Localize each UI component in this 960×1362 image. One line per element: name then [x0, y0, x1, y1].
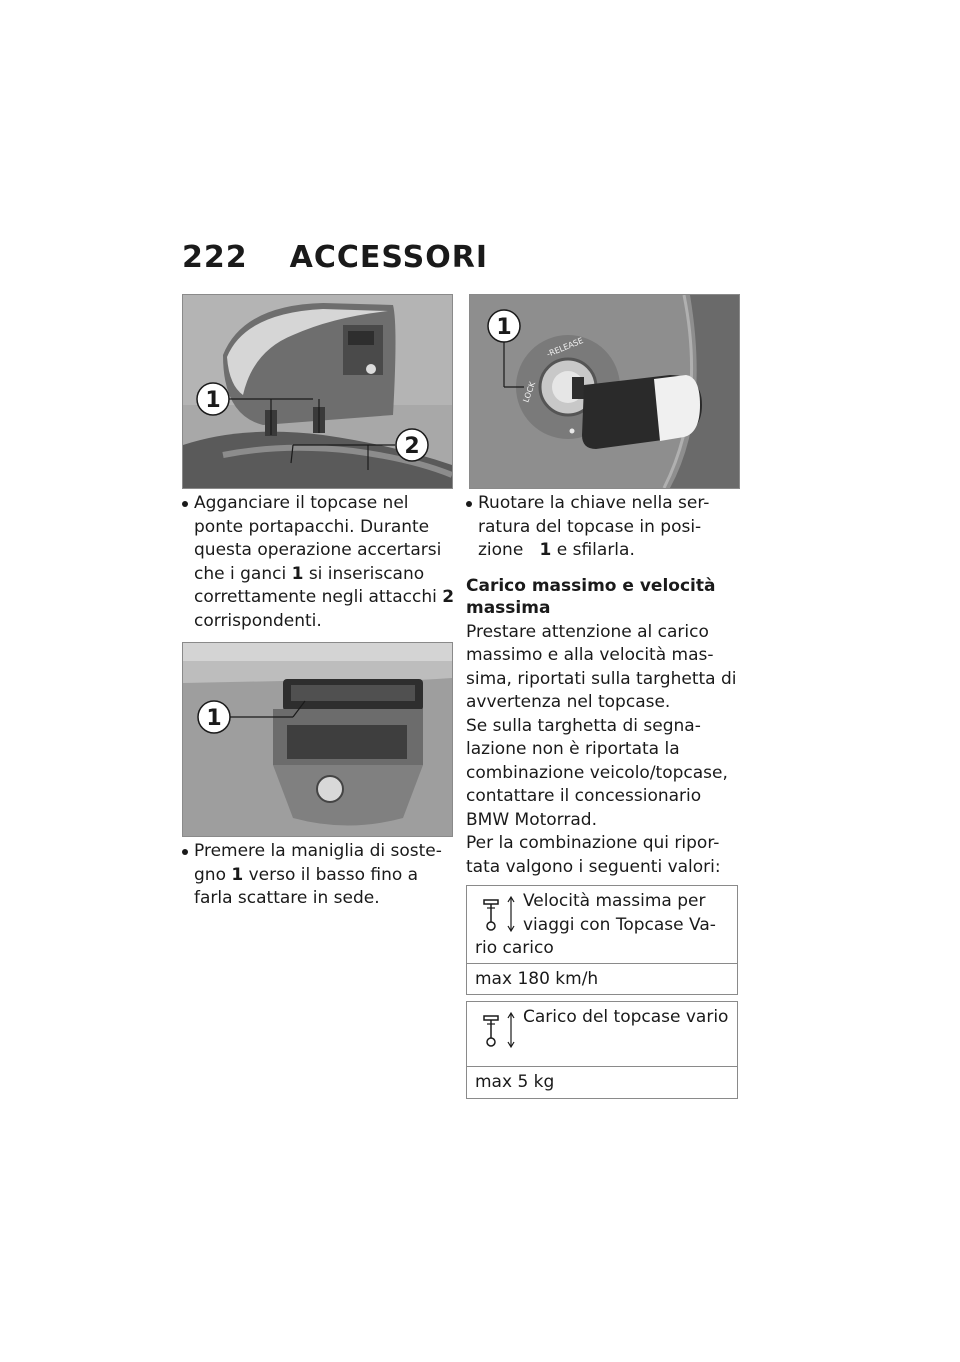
instruction-turn-key: [466, 492, 738, 563]
topcase-mounting-illustration: [183, 295, 452, 488]
paragraph-values-intro: [466, 832, 738, 879]
bullet-dot: [182, 501, 188, 507]
text-line: [194, 864, 458, 888]
instruction-hook-topcase: [182, 492, 458, 633]
text-line: Se sulla targhetta di segna-: [466, 715, 701, 736]
paragraph-contact-dealer: [466, 715, 738, 833]
text-line: Prestare attenzione al carico: [466, 621, 709, 642]
text-fragment: correttamente negli attacchi: [194, 587, 443, 607]
ref-number: 2: [442, 587, 455, 607]
section-heading-max-load: [466, 575, 738, 619]
text-fragment: si inseriscano: [303, 563, 425, 584]
bullet-dot: [466, 501, 472, 507]
text-line: Ruotare la chiave nella ser-: [478, 493, 710, 513]
text-line: massimo e alla velocità mas-: [466, 645, 714, 665]
text-line: avvertenza nel topcase.: [466, 692, 671, 712]
spec-label-line: rio carico: [475, 938, 554, 958]
topcase-handle-illustration: [183, 643, 452, 836]
left-column-text-2: [182, 840, 458, 911]
right-column-text: [466, 492, 738, 1099]
load-gauge-icon: [475, 894, 519, 934]
spec-label-line: viaggi con Topcase Va-: [523, 914, 716, 935]
figure-topcase-handle: [182, 642, 453, 837]
text-line: corrispondenti.: [194, 610, 322, 631]
spec-value: max 180 km/h: [467, 963, 737, 995]
text-line: contattare il concessionario: [466, 786, 702, 806]
text-line: combinazione veicolo/topcase,: [466, 762, 728, 783]
text-line: Agganciare il topcase nel: [194, 493, 409, 513]
text-line: Per la combinazione qui ripor-: [466, 833, 720, 853]
text-line: Premere la maniglia di soste-: [194, 841, 442, 861]
ref-number: 1: [231, 864, 244, 885]
bullet-dot: [182, 849, 188, 855]
text-fragment: zione: [478, 540, 540, 560]
section-title: ACCESSORI: [289, 240, 488, 275]
text-line: questa operazione accertarsi: [194, 540, 442, 560]
text-line: ratura del topcase in posi-: [478, 516, 702, 537]
spec-max-speed: [466, 885, 738, 995]
text-line: [194, 586, 458, 610]
text-line: BMW Motorrad.: [466, 809, 597, 830]
paragraph-load-notice: [466, 621, 738, 715]
callout-1: 1: [496, 315, 512, 340]
figure-topcase-mounting: [182, 294, 453, 489]
spec-value: max 5 kg: [467, 1066, 737, 1098]
load-gauge-icon: [475, 1010, 519, 1050]
callout-1: 1: [205, 388, 221, 413]
lock-label: LOCK: [521, 380, 538, 404]
page-number: 222: [182, 240, 248, 275]
figure-topcase-lock: [469, 294, 740, 489]
instruction-press-handle: [182, 840, 458, 911]
text-line: [194, 563, 458, 587]
text-line: tata valgono i seguenti valori:: [466, 856, 721, 877]
ref-number: 1: [291, 563, 304, 584]
text-line: ponte portapacchi. Durante: [194, 516, 430, 537]
spec-header: [467, 1002, 737, 1066]
text-line: lazione non è riportata la: [466, 739, 680, 759]
callout-2: 2: [404, 434, 420, 459]
ref-number: 1: [539, 540, 552, 560]
heading-line: Carico massimo e velocità: [466, 575, 716, 596]
page-header: [182, 240, 488, 280]
text-fragment: verso il basso fino a: [243, 864, 419, 885]
callout-1: 1: [206, 706, 222, 731]
text-fragment: che i ganci: [194, 563, 292, 584]
text-fragment: gno: [194, 864, 232, 885]
spec-max-load: [466, 1001, 738, 1099]
left-column-text-1: [182, 492, 458, 633]
spec-label-line: Velocità massima per: [523, 891, 706, 911]
spec-header: [467, 886, 737, 963]
text-line: [478, 539, 738, 563]
heading-line: massima: [466, 597, 551, 618]
topcase-lock-illustration: [470, 295, 739, 488]
text-line: sima, riportati sulla targhetta di: [466, 668, 737, 689]
release-label: -RELEASE: [545, 336, 585, 359]
text-fragment: e sfilarla.: [551, 540, 635, 560]
text-line: farla scattare in sede.: [194, 888, 380, 908]
spec-label-line: Carico del topcase vario: [523, 1007, 729, 1027]
